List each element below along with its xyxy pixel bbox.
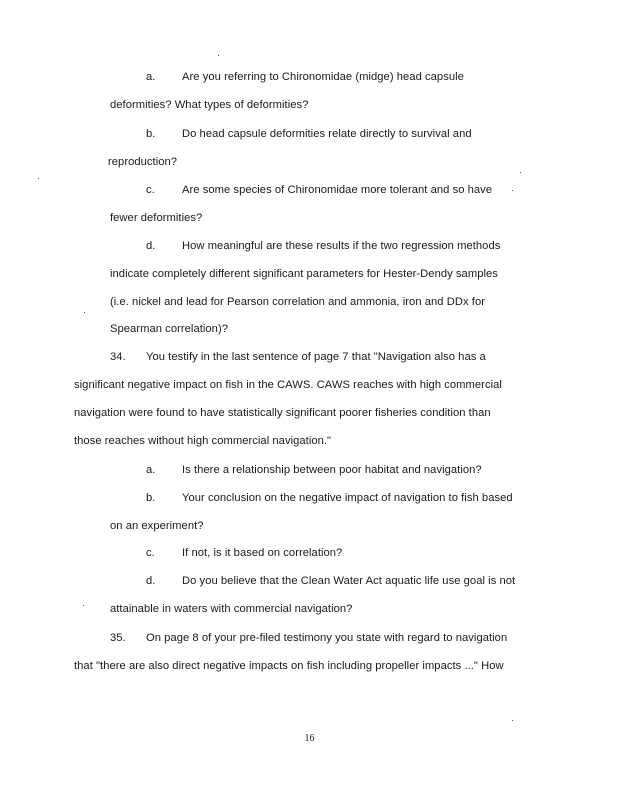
item-33c-line-2: fewer deformities?: [110, 212, 203, 224]
question-34-line-1: You testify in the last sentence of page 7 that "Navigation also has a: [146, 351, 486, 363]
item-34b-line-1: Your conclusion on the negative impact of navigation to fish based: [182, 492, 513, 504]
item-33d-line-2: indicate completely different significant parameters for Hester-Dendy samples: [110, 268, 498, 280]
item-34b-label: b.: [146, 492, 156, 504]
item-34b-line-2: on an experiment?: [110, 520, 204, 532]
item-33a-line-2: deformities? What types of deformities?: [110, 99, 309, 111]
item-34c-label: c.: [146, 547, 155, 559]
question-35-line-1: On page 8 of your pre-filed testimony you state with regard to navigation: [146, 632, 508, 644]
item-33d-line-3: (i.e. nickel and lead for Pearson correlation and ammonia, iron and DDx for: [110, 296, 485, 308]
scan-speck: [84, 312, 85, 313]
item-34d-label: d.: [146, 575, 156, 587]
item-33d-line-1: How meaningful are these results if the two regression methods: [182, 240, 501, 252]
item-33a-label: a.: [146, 71, 156, 83]
item-34a-label: a.: [146, 464, 156, 476]
item-33a-line-1: Are you referring to Chironomidae (midge) head capsule: [182, 71, 464, 83]
item-34c-line-1: If not, is it based on correlation?: [182, 547, 343, 559]
question-34-line-3: navigation were found to have statistically significant poorer fisheries condition than: [74, 407, 491, 419]
scan-speck: [512, 720, 513, 721]
question-35-number: 35.: [110, 632, 126, 644]
page-number: 16: [304, 733, 315, 744]
scan-speck: [512, 190, 513, 191]
item-33c-label: c.: [146, 184, 155, 196]
item-33d-label: d.: [146, 240, 156, 252]
question-35-line-2: that "there are also direct negative impacts on fish including propeller impacts ..." How: [74, 660, 504, 672]
question-34-line-4: those reaches without high commercial navigation.": [74, 435, 332, 447]
item-34d-line-1: Do you believe that the Clean Water Act aquatic life use goal is not: [182, 575, 516, 587]
item-33d-line-4: Spearman correlation)?: [110, 323, 229, 335]
scan-speck: [38, 178, 39, 179]
question-34-number: 34.: [110, 351, 126, 363]
scan-speck: [83, 605, 84, 606]
item-33b-line-1: Do head capsule deformities relate directly to survival and: [182, 128, 472, 140]
item-34a-line-1: Is there a relationship between poor habitat and navigation?: [182, 464, 482, 476]
item-34d-line-2: attainable in waters with commercial navigation?: [110, 603, 353, 615]
item-33c-line-1: Are some species of Chironomidae more tolerant and so have: [182, 184, 493, 196]
item-33b-line-2: reproduction?: [108, 156, 178, 168]
question-34-line-2: significant negative impact on fish in the CAWS. CAWS reaches with high commercial: [74, 379, 502, 391]
scan-speck: [218, 55, 219, 56]
item-33b-label: b.: [146, 128, 156, 140]
scan-speck: [520, 172, 521, 173]
